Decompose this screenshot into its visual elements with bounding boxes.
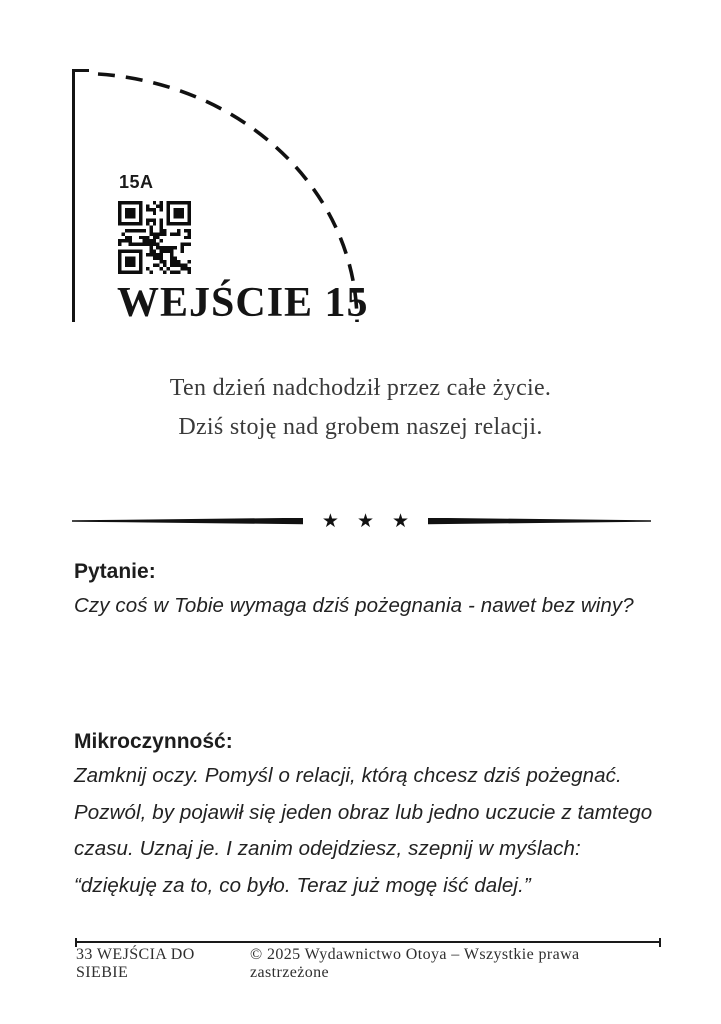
microaction-section <box>74 726 691 904</box>
quote-line: Dziś stoję nad grobem naszej relacji. <box>178 414 543 440</box>
star-icon: ★ <box>392 509 410 532</box>
quote-line: Ten dzień nadchodził przez całe życie. <box>169 375 552 401</box>
footer <box>76 946 660 982</box>
microaction-label: Mikroczynność: <box>74 730 233 753</box>
divider-line-right <box>428 518 651 525</box>
question-section <box>74 556 691 625</box>
footer-book-title: 33 WEJŚCIA DO SIEBIE <box>76 946 195 981</box>
card-code-label: 15A <box>119 172 154 192</box>
quote-block <box>0 369 721 447</box>
star-icon: ★ <box>356 509 375 532</box>
entry-title: WEJŚCIE 15 <box>117 280 369 326</box>
footer-copyright: © 2025 Wydawnictwo Otoya – Wszystkie prawa zastrzeżone <box>250 946 580 981</box>
qr-code <box>118 201 191 274</box>
divider-stars <box>316 509 415 532</box>
star-divider <box>72 508 651 534</box>
microaction-line: Pozwól, by pojawił się jeden obraz lub jedno uczucie z tamtego <box>74 800 653 824</box>
star-icon: ★ <box>321 509 339 532</box>
microaction-line: Zamknij oczy. Pomyśl o relacji, którą chcesz dziś pożegnać. <box>74 764 622 787</box>
microaction-line: “dziękuję za to, co było. Teraz już mogę iść dalej.” <box>74 873 531 897</box>
divider-line-left <box>72 518 303 525</box>
question-label: Pytanie: <box>74 560 156 583</box>
microaction-line: czasu. Uznaj je. I zanim odejdziesz, szepnij w myślach: <box>74 837 581 860</box>
question-text: Czy coś w Tobie wymaga dziś pożegnania - nawet bez winy? <box>74 594 634 617</box>
microaction-text <box>74 758 691 904</box>
footer-rule <box>76 941 660 943</box>
